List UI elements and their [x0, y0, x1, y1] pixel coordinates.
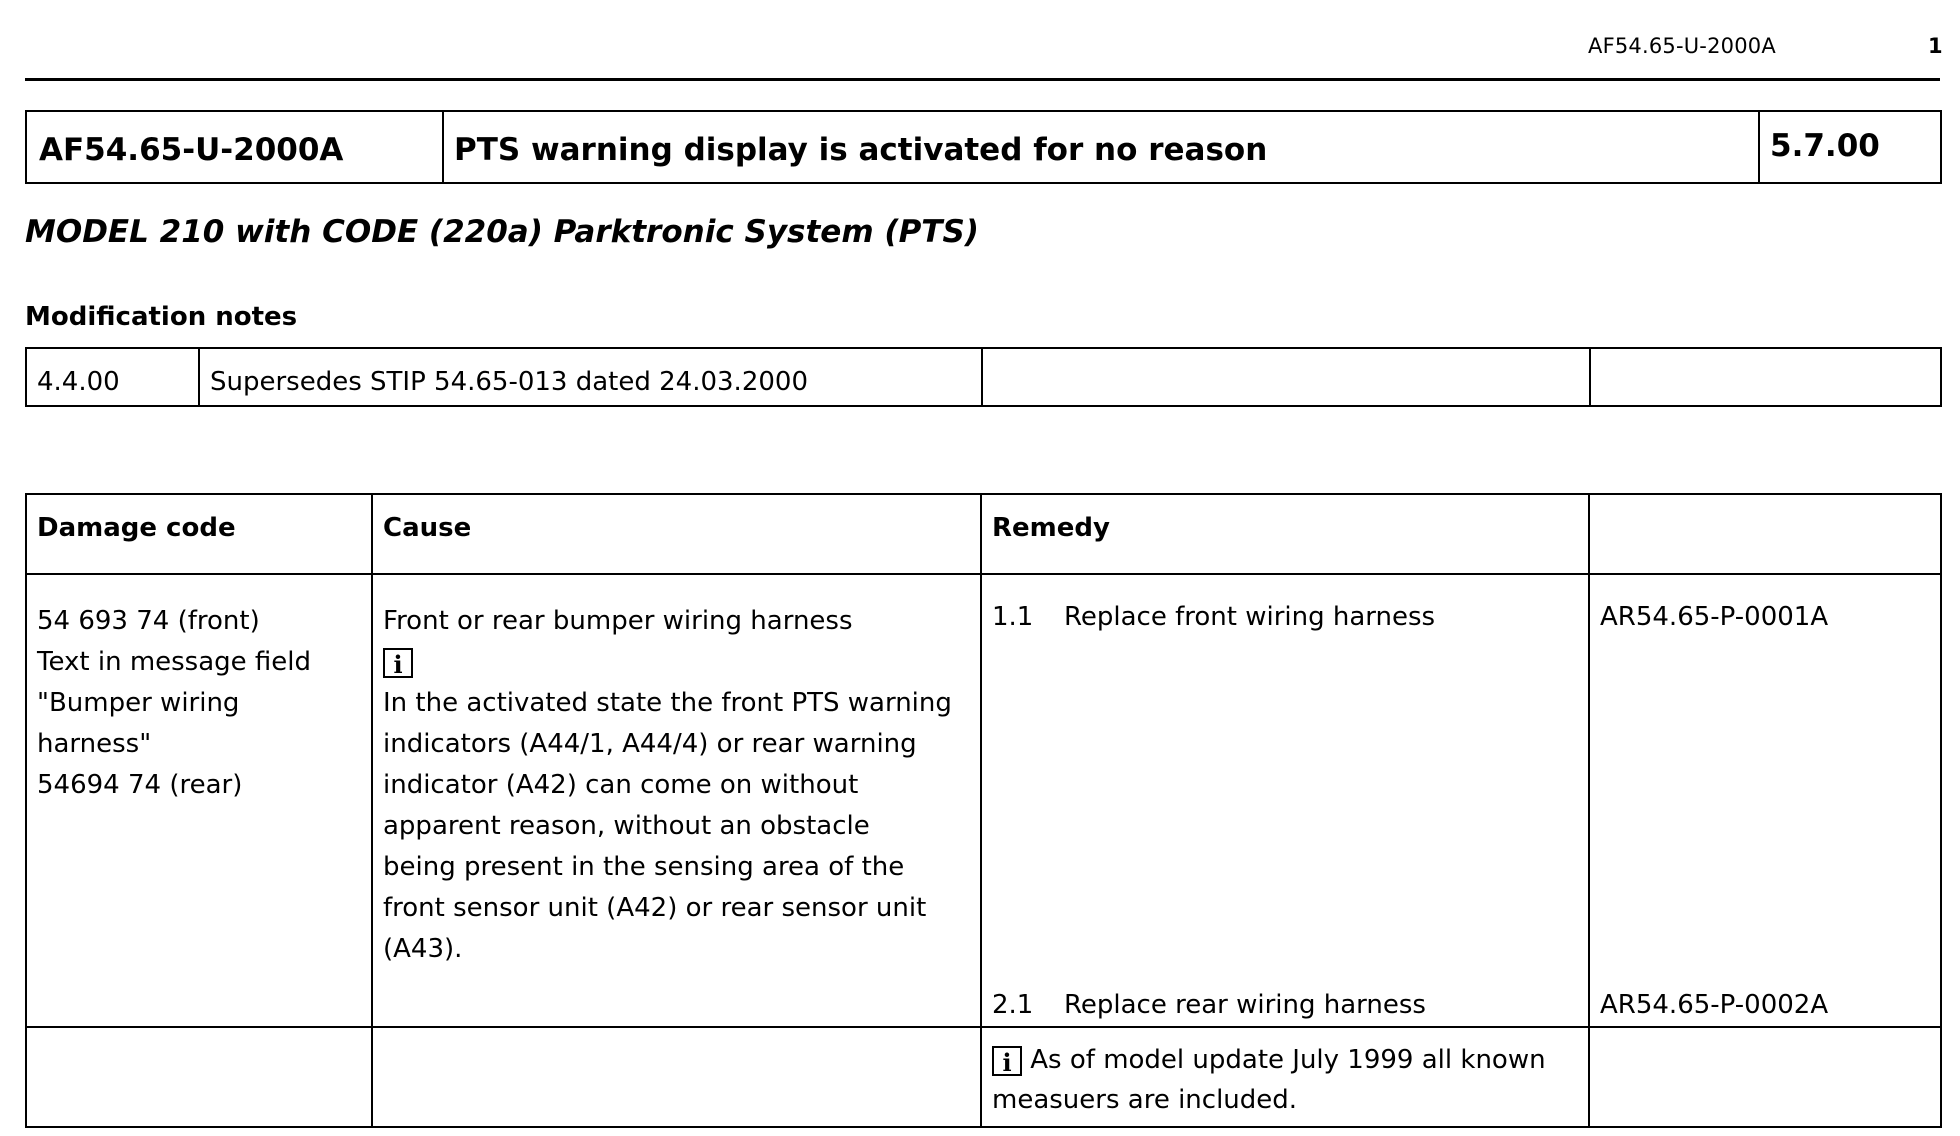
info-icon: i — [383, 648, 413, 678]
mod-date: 4.4.00 — [26, 348, 199, 406]
cause-line: In the activated state the front PTS warning — [383, 688, 952, 718]
header-doc-code: AF54.65-U-2000A — [1588, 34, 1776, 58]
cause-line: indicators (A44/1, A44/4) or rear warning — [383, 729, 917, 759]
damage-remedy-table — [25, 493, 1942, 1128]
empty-cell — [372, 1027, 981, 1127]
page-number: 1 — [1928, 34, 1943, 58]
table-row — [26, 348, 1941, 406]
reference-link-2[interactable]: AR54.65-P-0002A — [1600, 990, 1829, 1020]
remedy-step-number: 2.1 — [992, 990, 1034, 1020]
remedy-step-1 — [992, 597, 1435, 638]
header-cause: Cause — [372, 494, 981, 574]
cause-line: (A43). — [383, 934, 463, 964]
mod-empty-cell — [1590, 348, 1941, 406]
damage-code-line: 54694 74 (rear) — [37, 770, 243, 800]
cause-line: apparent reason, without an obstacle — [383, 811, 870, 841]
modification-notes-table — [25, 347, 1942, 407]
header-remedy: Remedy — [981, 494, 1589, 574]
reference-cell — [1589, 574, 1941, 1027]
cause-title: Front or rear bumper wiring harness — [383, 606, 853, 636]
mod-empty-cell — [982, 348, 1590, 406]
remedy-step-text: Replace front wiring harness — [1064, 602, 1436, 632]
note-cell — [981, 1027, 1589, 1127]
table-row — [26, 1027, 1941, 1127]
empty-cell — [1589, 1027, 1941, 1127]
remedy-step-text: Replace rear wiring harness — [1064, 990, 1426, 1020]
note-line-2: measuers are included. — [992, 1085, 1298, 1115]
reference-link-1[interactable]: AR54.65-P-0001A — [1600, 602, 1829, 632]
cause-line: front sensor unit (A42) or rear sensor unit — [383, 893, 927, 923]
damage-code-line: harness" — [37, 729, 152, 759]
info-icon: i — [992, 1046, 1022, 1076]
model-heading: MODEL 210 with CODE (220a) Parktronic System (PTS) — [25, 214, 979, 250]
table-row — [26, 574, 1941, 1027]
remedy-step-number: 1.1 — [992, 602, 1034, 632]
note-line-1 — [992, 1040, 1588, 1080]
header-rule — [25, 78, 1940, 81]
table-header-row — [26, 494, 1941, 574]
damage-code-line: "Bumper wiring — [37, 688, 240, 718]
cause-line: being present in the sensing area of the — [383, 852, 905, 882]
document-title: PTS warning display is activated for no reason — [443, 111, 1759, 183]
empty-cell — [26, 1027, 372, 1127]
damage-code-line: Text in message field — [37, 647, 312, 677]
header-reference — [1589, 494, 1941, 574]
title-block — [25, 110, 1942, 184]
note-text: As of model update July 1999 all known — [1030, 1045, 1546, 1075]
modification-notes-label: Modification notes — [25, 302, 298, 332]
damage-code-cell — [26, 574, 372, 1027]
remedy-step-2 — [992, 985, 1426, 1026]
damage-code-line: 54 693 74 (front) — [37, 606, 260, 636]
remedy-cell — [981, 574, 1589, 1027]
cause-line: indicator (A42) can come on without — [383, 770, 859, 800]
header-damage-code: Damage code — [26, 494, 372, 574]
document-code: AF54.65-U-2000A — [26, 111, 443, 183]
mod-note: Supersedes STIP 54.65-013 dated 24.03.2000 — [199, 348, 982, 406]
cause-cell — [372, 574, 981, 1027]
document-date: 5.7.00 — [1759, 111, 1941, 183]
